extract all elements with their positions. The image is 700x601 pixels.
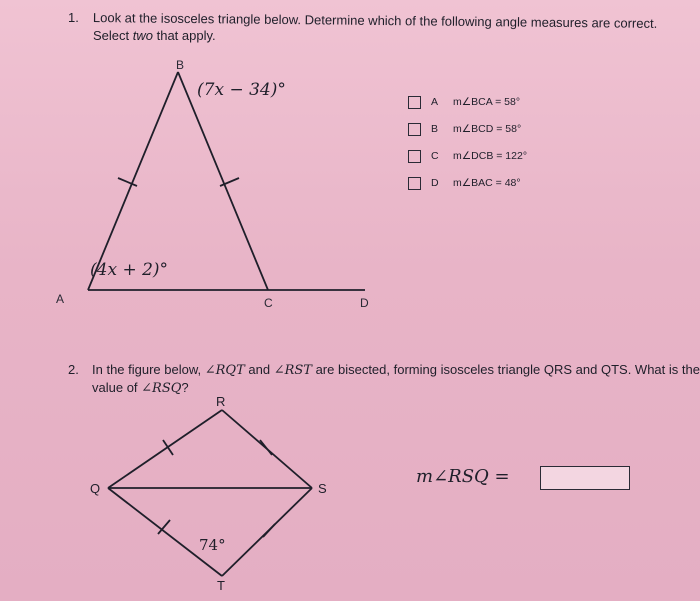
- vertex-label-t: T: [217, 578, 225, 593]
- vertex-label-a: A: [56, 292, 65, 306]
- side-tq: [108, 488, 222, 576]
- choice-a[interactable]: [408, 94, 520, 110]
- angle-b-expression: (7x − 34)°: [197, 80, 286, 100]
- q1-triangle: [88, 72, 365, 290]
- q2-prompt-line2: value of ∠RSQ?: [92, 380, 189, 396]
- choice-text: m∠BCD = 58°: [453, 123, 522, 135]
- answer-label: m∠RSQ =: [416, 466, 510, 487]
- vertex-label-d: D: [360, 296, 369, 310]
- vertex-label-q: Q: [90, 481, 101, 496]
- checkbox-c[interactable]: [408, 150, 421, 163]
- angle-t-label: 74°: [199, 536, 226, 554]
- choice-letter: A: [431, 96, 439, 108]
- q2-prompt: In the figure below, ∠RQT and ∠RST are bisected, forming isosceles triangle QRS and QTS. What is the: [92, 362, 700, 378]
- vertex-label-r: R: [216, 394, 226, 409]
- vertex-label-s: S: [318, 481, 327, 496]
- q1-instruction: Select two that apply.: [93, 28, 216, 43]
- choice-d[interactable]: [408, 175, 521, 191]
- choice-text: m∠DCB = 122°: [453, 150, 528, 162]
- tick-mark-qr: [163, 440, 173, 455]
- choice-c[interactable]: [408, 148, 527, 164]
- q1-prompt: Look at the isosceles triangle below. Determine which of the following angle measures are correct.: [92, 10, 658, 31]
- answer-input[interactable]: [540, 466, 630, 490]
- side-qr: [108, 410, 222, 488]
- vertex-label-b: B: [176, 58, 185, 72]
- side-ab: [88, 72, 178, 290]
- choice-letter: B: [431, 123, 439, 135]
- choice-text: m∠BCA = 58°: [453, 96, 521, 108]
- choice-b[interactable]: [408, 121, 521, 137]
- checkbox-b[interactable]: [408, 123, 421, 136]
- tick-mark-rs: [260, 440, 272, 455]
- choice-text: m∠BAC = 48°: [453, 177, 521, 189]
- vertex-label-c: C: [264, 296, 273, 310]
- q1-number: 1.: [68, 10, 79, 25]
- tick-mark-st: [263, 524, 275, 537]
- q2-number: 2.: [68, 362, 79, 377]
- angle-a-expression: (4x + 2)°: [90, 260, 169, 280]
- side-bc: [178, 72, 268, 290]
- choice-letter: D: [431, 177, 439, 189]
- checkbox-d[interactable]: [408, 177, 421, 190]
- checkbox-a[interactable]: [408, 96, 421, 109]
- choice-letter: C: [431, 150, 439, 162]
